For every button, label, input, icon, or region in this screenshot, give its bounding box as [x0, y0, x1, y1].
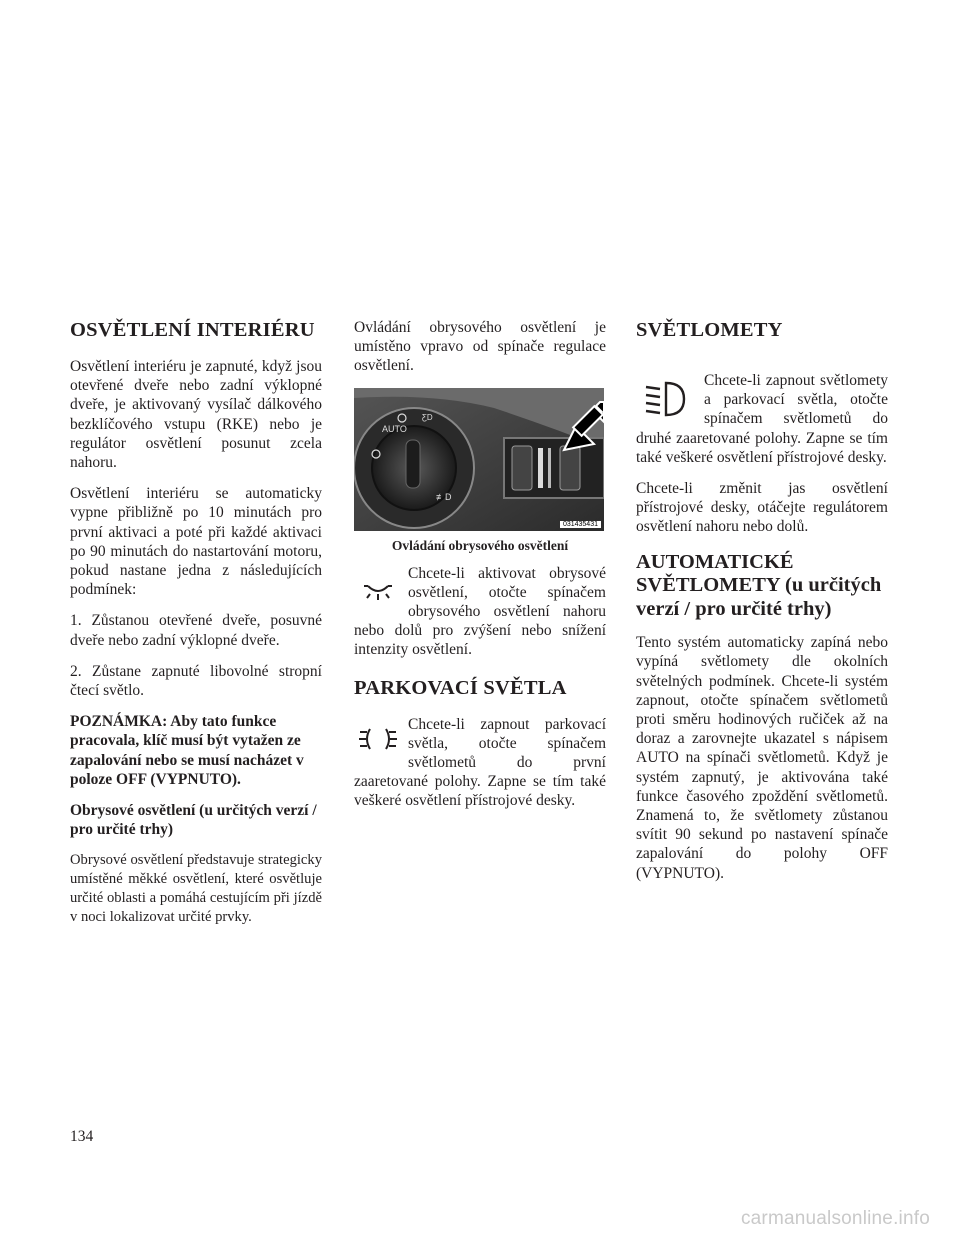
column-2 — [354, 318, 606, 823]
column-3 — [636, 318, 888, 895]
figure-caption: Ovládání obrysového osvětlení — [391, 537, 569, 553]
headlight-block — [636, 371, 888, 467]
list-item: 1. Zůstanou otevřené dveře, posuvné dveře nebo zadní výklopné dveře. — [70, 612, 322, 649]
paragraph: Chcete-li zapnout světlomety a parkovací světla, otočte spínačem světlometů do druhé zaaretované polohy. Zapne se tím také veškeré osvětlení přístrojové desky. — [636, 372, 888, 466]
paragraph: Osvětlení interiéru se automaticky vypne přibližně po 10 minutách pro první aktivaci a poté při každé aktivaci po 90 minutách do nastartování motoru, pokud nastane jedna z následujících podmínek: — [70, 485, 322, 599]
paragraph: Chcete-li změnit jas osvětlení přístrojové desky, otáčejte regulátorem osvětlení nahoru nebo dolů. — [636, 480, 888, 536]
paragraph: Tento systém automaticky zapíná nebo vypíná světlomety dle okolních světelných podmínek. Chcete-li systém zapnout, otočte spínačem světlometů proti směru hodinových ručiček až na doraz a zarovnejte ukazatel s nápisem AUTO na spínači světlometů. Když je systém zapnutý, je aktivována také funkce časového zpoždění světlometů. Znamená to, že světlomety zůstanou svítit 90 sekund po nastavení spínače zapalování do polohy OFF (VYPNUTO). — [636, 634, 888, 882]
subheading-ambient-light: Obrysové osvětlení (u určitých verzí / pro určité trhy) — [70, 802, 317, 839]
figure-code: 031435431 — [560, 521, 601, 528]
headlight-icon — [636, 375, 696, 423]
section-heading-headlights: SVĚTLOMETY — [636, 319, 783, 341]
parking-light-icon — [354, 719, 402, 759]
note: POZNÁMKA: Aby tato funkce pracovala, klíč musí být vytažen ze zapalování nebo se musí nacházet v poloze OFF (VYPNUTO). — [70, 713, 304, 788]
watermark: carmanualsonline.info — [740, 1208, 930, 1229]
paragraph: Obrysové osvětlení představuje strategicky umístěné měkké osvětlení, které osvětluje určité oblasti a pomáhá cestujícím při jízdě v noci lokalizovat určité prvky. — [70, 852, 322, 925]
list-item: 2. Zůstane zapnuté libovolné stropní čtecí světlo. — [70, 662, 322, 700]
page-number: 134 — [70, 1128, 94, 1145]
section-heading-auto-headlights: AUTOMATICKÉ SVĚTLOMETY (u určitých verzí / pro určité trhy) — [636, 550, 882, 620]
paragraph: Osvětlení interiéru je zapnuté, když jsou otevřené dveře nebo zadní výklopné dveře, je aktivovaný vysílač dálkového bezklíčového vstupu (RKE) nebo je regulátor osvětlení posunut zcela nahoru. — [70, 358, 322, 472]
section-heading-parking-lights: PARKOVACÍ SVĚTLA — [354, 676, 567, 699]
paragraph: Chcete-li aktivovat obrysové osvětlení, otočte spínačem obrysového osvětlení nahoru nebo dolů pro zvýšení nebo snížení intenzity osvětlení. — [354, 564, 606, 659]
column-1 — [70, 318, 322, 939]
section-heading-interior-lights: OSVĚTLENÍ INTERIÉRU — [70, 319, 315, 341]
parking-light-block — [354, 715, 606, 811]
ambient-light-block — [354, 564, 606, 660]
ambient-light-icon — [354, 568, 402, 608]
paragraph: Chcete-li zapnout parkovací světla, otočte spínačem světlometů do první zaaretované polohy. Zapne se tím také veškeré osvětlení přístrojové desky. — [354, 715, 606, 810]
svg-text:ƸD: ƸD — [422, 412, 433, 422]
headlight-switch-photo — [354, 388, 604, 531]
svg-text:AUTO: AUTO — [382, 423, 407, 434]
svg-text:≢D: ≢D — [436, 491, 452, 502]
paragraph: Ovládání obrysového osvětlení je umístěno vpravo od spínače regulace osvětlení. — [354, 319, 606, 375]
